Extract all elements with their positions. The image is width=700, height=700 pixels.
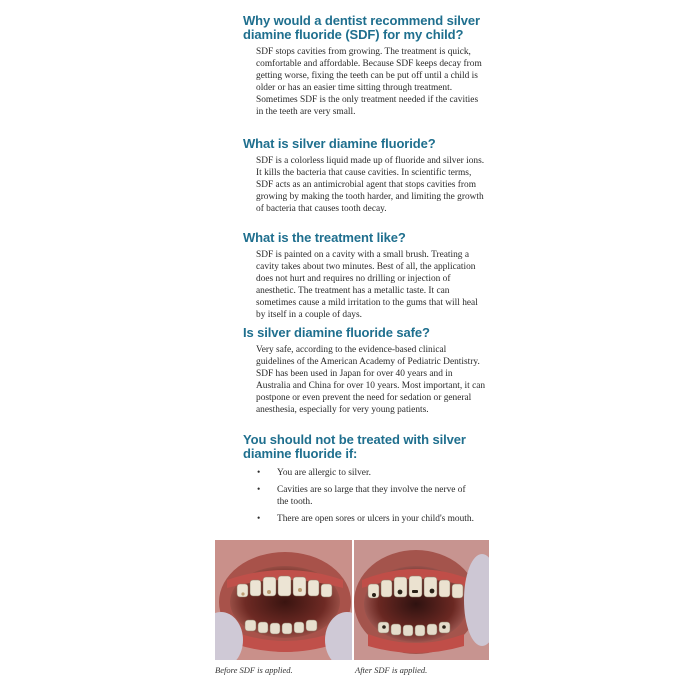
list-item xyxy=(243,484,477,508)
section-why-recommend xyxy=(243,14,488,118)
section-heading: Why would a dentist recommend silver diamine fluoride (SDF) for my child? xyxy=(243,13,480,42)
contraindication-list xyxy=(243,467,488,525)
list-item-text: Cavities are so large that they involve the nerve of the tooth. xyxy=(277,485,466,507)
list-item xyxy=(243,467,477,479)
section-contraindications xyxy=(243,433,488,530)
section-body: SDF is painted on a cavity with a small brush. Treating a cavity takes about two minutes. Best of all, the application does not hurt and requires no drilling or injection of anesthetic. The treatment has a metallic taste. It can sometimes cause a mild irritation to the gums that will heal by itself in a couple of days. xyxy=(256,250,478,320)
after-photo xyxy=(354,540,489,660)
section-heading: What is the treatment like? xyxy=(243,230,406,245)
section-heading: You should not be treated with silver diamine fluoride if: xyxy=(243,432,466,461)
after-caption: After SDF is applied. xyxy=(355,665,428,675)
section-what-is-sdf xyxy=(243,137,488,215)
before-caption: Before SDF is applied. xyxy=(215,665,293,675)
section-heading: Is silver diamine fluoride safe? xyxy=(243,325,430,340)
before-photo xyxy=(215,540,352,660)
section-heading: What is silver diamine fluoride? xyxy=(243,136,436,151)
section-body: SDF stops cavities from growing. The treatment is quick, comfortable and affordable. Because SDF keeps decay from getting worse, fixing the teeth can be put off until a child is older or has an easier time sitting through treatment. Sometimes SDF is the only treatment needed if the cavities in the teeth are very small. xyxy=(256,47,482,117)
section-treatment xyxy=(243,231,488,321)
list-item xyxy=(243,513,477,525)
brochure-page xyxy=(215,0,490,700)
list-item-text: There are open sores or ulcers in your child's mouth. xyxy=(277,514,474,524)
section-safety xyxy=(243,326,488,416)
bullet-icon: • xyxy=(257,514,261,524)
section-body: SDF is a colorless liquid made up of fluoride and silver ions. It kills the bacteria that cause cavities. In scientific terms, SDF acts as an antimicrobial agent that stops cavities from growing by making the tooth harder, and limiting the growth of bacteria that causes tooth decay. xyxy=(256,156,485,214)
list-item-text: You are allergic to silver. xyxy=(277,468,371,478)
section-body: Very safe, according to the evidence-based clinical guidelines of the American Academy of Pediatric Dentistry. SDF has been used in Japan for over 40 years and in Australia and China for over 10 years. Most important, it can postpone or even prevent the need for sedation or general anesthesia, especially for very young patients. xyxy=(256,345,486,415)
bullet-icon: • xyxy=(257,468,261,478)
bullet-icon: • xyxy=(257,485,261,495)
